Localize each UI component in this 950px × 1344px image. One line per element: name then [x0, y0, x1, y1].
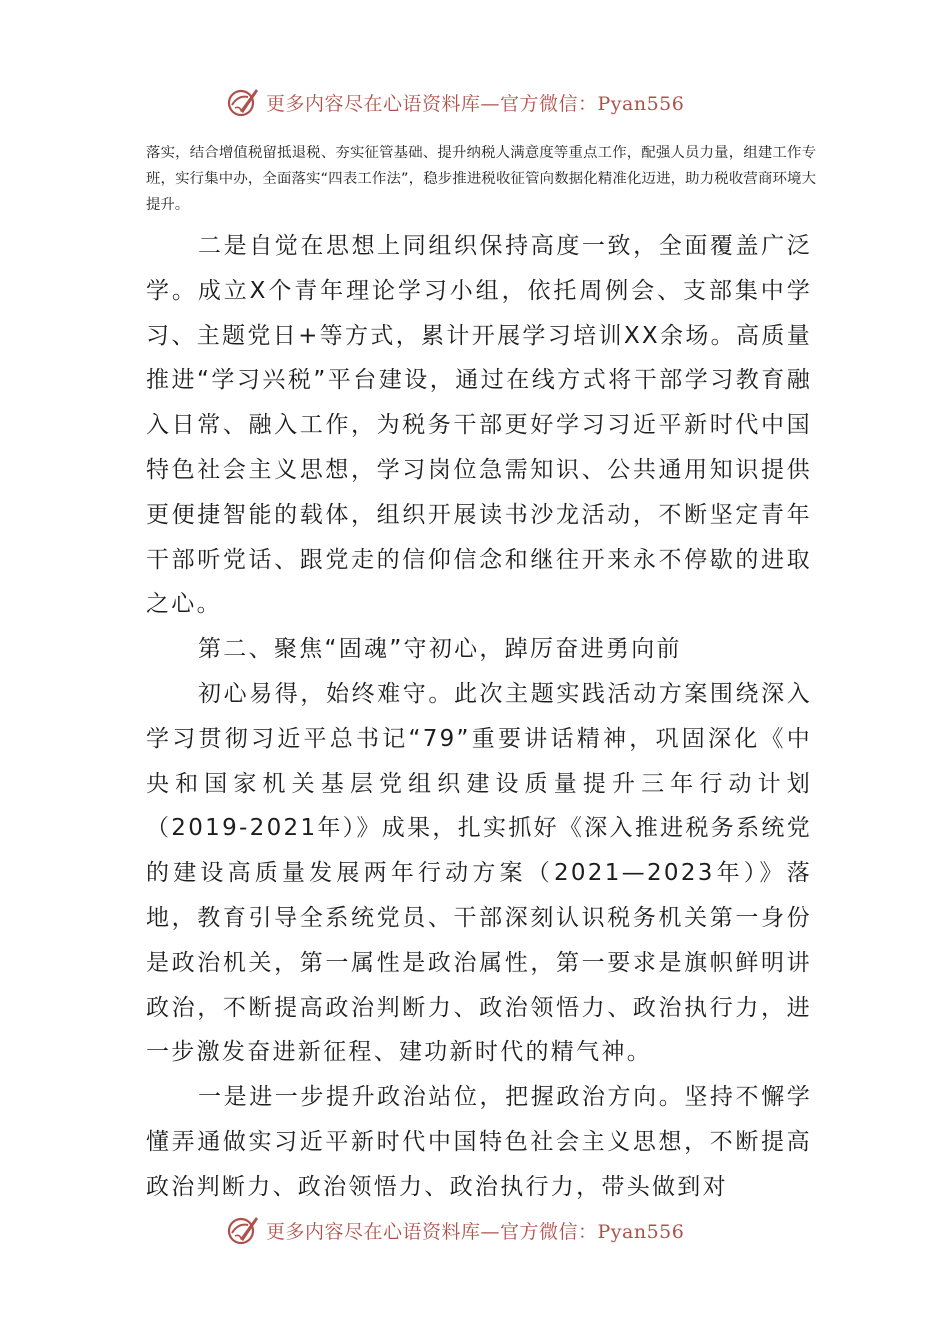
- paragraph-political-stance: 一是进一步提升政治站位，把握政治方向。坚持不懈学懂弄通做实习近平新时代中国特色社会主义思想，不断提高政治判断力、政治领悟力、政治执行力，带头做到对: [146, 1084, 812, 1200]
- paragraph-original-aspiration: 初心易得，始终难守。此次主题实践活动方案围绕深入学习贯彻习近平总书记“79”重要讲话精神，巩固深化《中央和国家机关基层党组织建设质量提升三年行动计划（2019-2021年）》成果，扎实抓好《深入推进税务系统党的建设高质量发展两年行动方案（2021—2023年）》落地，教育引导全系统党员、干部深刻认识税务机关第一身份是政治机关，第一属性是政治属性，第一要求是旗帜鲜明讲政治，不断提高政治判断力、政治领悟力、政治执行力，进一步激发奋进新征程、建功新时代的精气神。: [146, 680, 812, 1066]
- footer-watermark-banner: [226, 1210, 746, 1250]
- document-body: [146, 224, 812, 1210]
- watermark-text: 更多内容尽在心语资料库—官方微信：Pyan556: [266, 1220, 685, 1243]
- pen-logo-icon: [226, 85, 260, 119]
- paragraph-study-alignment: 二是自觉在思想上同组织保持高度一致，全面覆盖广泛学。成立X个青年理论学习小组，依托周例会、支部集中学习、主题党日+等方式，累计开展学习培训XX余场。高质量推进“学习兴税”平台建设，通过在线方式将干部学习教育融入日常、融入工作，为税务干部更好学习习近平新时代中国特色社会主义思想，学习岗位急需知识、公共通用知识提供更便捷智能的载体，组织开展读书沙龙活动，不断坚定青年干部听党话、跟党走的信仰信念和继往开来永不停歇的进取之心。: [146, 233, 812, 618]
- pen-logo-icon: [226, 1213, 260, 1247]
- header-watermark-banner: [226, 82, 746, 122]
- watermark-text: 更多内容尽在心语资料库—官方微信：Pyan556: [266, 92, 685, 115]
- section-heading-second: 第二、聚焦“固魂”守初心，踔厉奋进勇向前: [198, 636, 682, 663]
- intro-paragraph: 落实，结合增值税留抵退税、夯实征管基础、提升纳税人满意度等重点工作，配强人员力量，组建工作专班，实行集中办，全面落实“四表工作法”，稳步推进税收征管向数据化精准化迈进，助力税收营商环境大提升。: [146, 145, 816, 213]
